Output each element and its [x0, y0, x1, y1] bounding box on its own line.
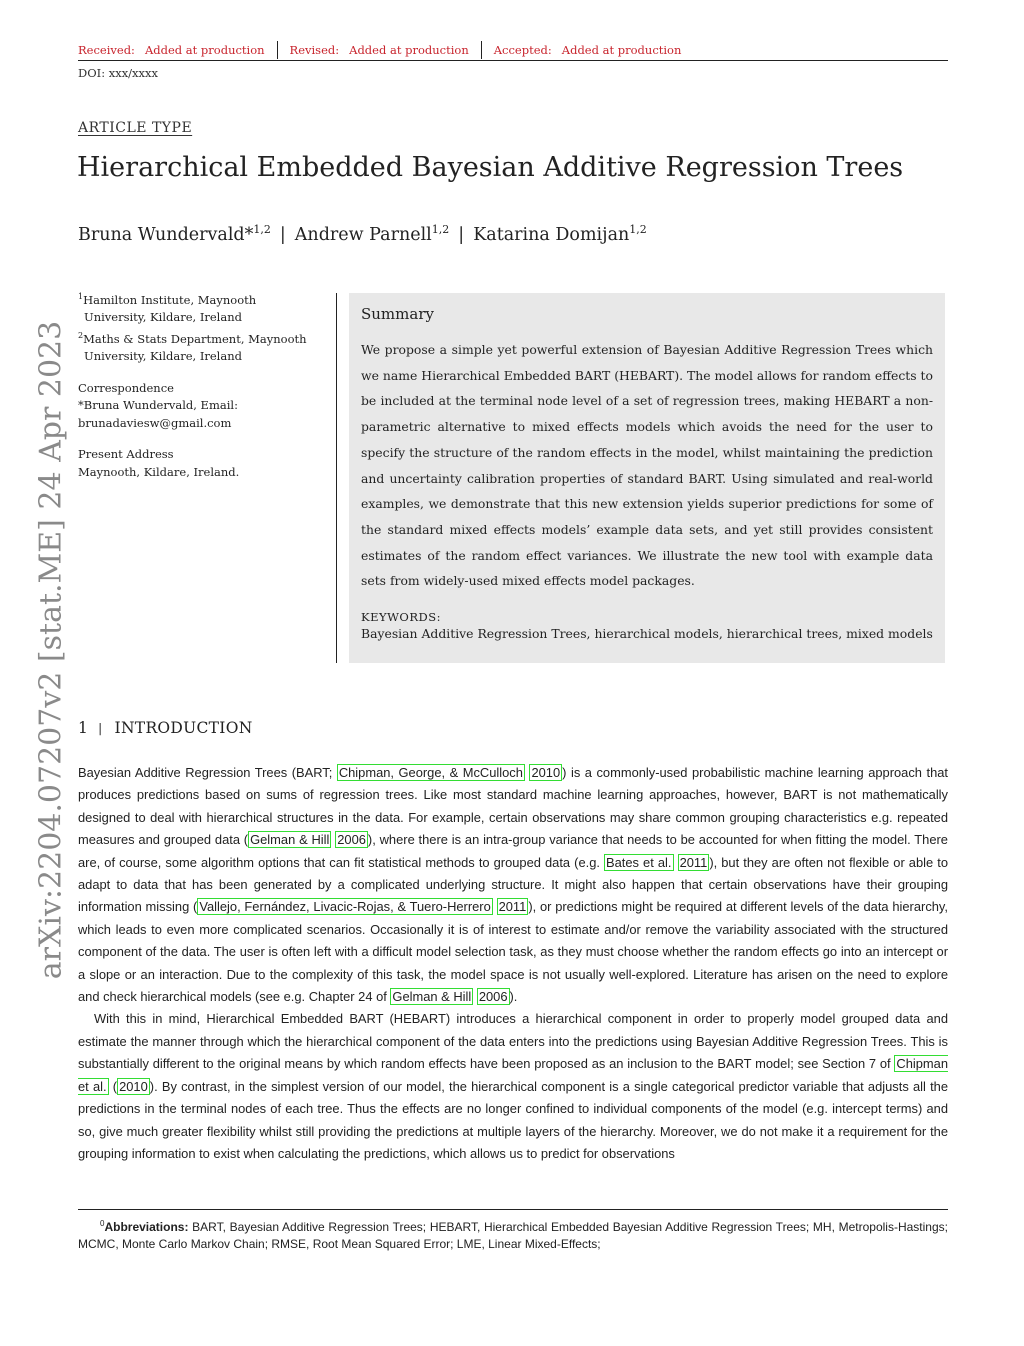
author: Bruna Wundervald*$^{1,2}$: [78, 223, 271, 245]
footnote-rule: [78, 1209, 948, 1210]
publication-history: [78, 41, 948, 59]
paper-title: Hierarchical Embedded Bayesian Additive Regression Trees: [77, 152, 904, 183]
citation-link[interactable]: 2006: [337, 832, 366, 848]
correspondence-email[interactable]: brunadaviesw@gmail.com: [78, 415, 232, 430]
citation-link[interactable]: 2010: [531, 765, 561, 780]
citation-link[interactable]: Gelman & Hill: [250, 832, 330, 848]
citation-link[interactable]: Vallejo, Fernández, Livacic-Rojas, & Tuero-Herrero: [199, 899, 491, 915]
paragraph: Bayesian Additive Regression Trees (BART; Chipman, George, & McCulloch 2010 ) is a commonly-used probabilistic machine learning approach that produces predictions based on sums of regression trees. Like most standard machine learning approaches, however, BART is not mathematically designed to deal with hierarchical structures in the data. For example, certain observations may share common grouping characteristics e.g. repeated measures and grouped data ( Gelman & Hill 2006 ), where there is an intra-group variance that needs to be accounted for when fitting the model. There are, of course, some algorithm options that can fit statistical methods to grouped data (e.g. Bates et al. 2011 ), but they are often not flexible or able to adapt to data that has been generated by a complicated underlying structure. It might also happen that certain observations have their grouping information missing ( Vallejo, Fernández, Livacic-Rojas, & Tuero-Herrero 2011 ), or predictions might be required at different levels of the data hierarchy, which leads to even more complicated scenarios. Occasionally it is of interest to estimate and/or remove the variability associated with the structured component of the data. The user is often left with a difficult model selection task, as they must choose whether the random effects go into an intercept or a slope or an interaction. Due to the complexity of this task, the model space is not usually well-explored. Literature has arisen on the need to explore and check hierarchical models (see e.g. Chapter 24 of Gelman & Hill 2006 ).: [78, 765, 948, 1005]
history-accepted: Accepted: Added at production: [493, 43, 682, 57]
citation-link[interactable]: Chipman, George, & McCulloch: [338, 765, 523, 780]
column-divider: [336, 293, 337, 663]
history-divider: [277, 41, 278, 59]
arxiv-stamp: arXiv:2204.07207v2 [stat.ME] 24 Apr 2023: [33, 320, 69, 980]
keywords: Bayesian Additive Regression Trees, hierarchical models, hierarchical trees, mixed models: [361, 626, 933, 642]
citation-link[interactable]: 2010: [119, 1078, 148, 1094]
citation-link[interactable]: 2011: [679, 854, 708, 870]
summary-box: [349, 293, 945, 663]
paragraph: With this in mind, Hierarchical Embedded BART (HEBART) introduces a hierarchical component in order to properly model grouped data and estimate the manner through which the hierarchical component of the data enters into the predictions using Bayesian Additive Regression Trees. This is substantially different to the original means by which random effects have been proposed as an inclusion to the BART model; see Section 7 of Chipman et al. ( 2010 ). By contrast, in the simplest version of our model, the hierarchical component is a single categorical predictor variable that adjusts all the predictions in the terminal nodes of each tree. Thus the effects are no longer confined to individual components of the model (e.g. intercept terms) and so, give much greater flexibility whilst still providing the predictions at multiple layers of the hierarchy. Moreover, we do not make it a requirement for the grouping information to exist when calculating the predictions, which allows us to predict for observations: [78, 1011, 949, 1161]
citation-link[interactable]: Chipman et al.: [78, 1056, 948, 1094]
citation-link[interactable]: 2011: [498, 899, 527, 915]
body-text: [78, 762, 948, 1165]
correspondence: Correspondence *Bruna Wundervald, Email: brunadaviesw@gmail.com: [78, 380, 333, 433]
abstract-text: We propose a simple yet powerful extension of Bayesian Additive Regression Trees which we name Hierarchical Embedded BART (HEBART). The model allows for random effects to be included at the terminal node level of a set of regression trees, making HEBART a non-parametric alternative to mixed effects models which avoids the need for the user to specify the structure of the random effects in the model, whilst maintaining the prediction and uncertainty calibration properties of standard BART. Using simulated and real-world examples, we demonstrate that this new extension yields superior predictions for some of the standard mixed effects models’ example data sets, and yet still provides consistent estimates of the random effect variances. We illustrate the new tool with example data sets from widely-used mixed effects model packages.: [361, 342, 933, 589]
keywords-label: KEYWORDS:: [361, 610, 441, 625]
header-rule: [78, 60, 948, 61]
history-revised: Revised: Added at production: [289, 43, 469, 57]
affiliation-list: $^1$Hamilton Institute, Maynooth University, Kildare, Ireland $^2$Maths & Stats Department, Maynooth University, Kildare, Ireland: [78, 292, 307, 364]
citation-link[interactable]: Bates et al.: [606, 854, 672, 870]
section-heading: 1 | INTRODUCTION: [78, 719, 253, 737]
present-address: Present Address Maynooth, Kildare, Ireland.: [78, 447, 240, 479]
author-list: Bruna Wundervald*$^{1,2}$ | Andrew Parnell$^{1,2}$ | Katarina Domijan$^{1,2}$: [78, 223, 647, 245]
article-type: ARTICLE TYPE: [78, 120, 193, 136]
citation-link[interactable]: Gelman & Hill: [392, 989, 472, 1005]
affiliations-column: [78, 288, 333, 495]
citation-link[interactable]: 2006: [478, 989, 508, 1005]
history-divider: [481, 41, 482, 59]
author: Katarina Domijan$^{1,2}$: [473, 223, 647, 245]
history-received: Received: Added at production: [78, 43, 265, 57]
summary-heading: Summary: [361, 305, 434, 323]
doi: DOI: xxx/xxxx: [78, 66, 158, 80]
footnote: $^0$Abbreviations: BART, Bayesian Additive Regression Trees; HEBART, Hierarchical Embedded Bayesian Additive Regression Trees; MH, Metropolis-Hastings; MCMC, Monte Carlo Markov Chain; RMSE, Root Mean Squared Error; LME, Linear Mixed-Effects;: [78, 1219, 948, 1251]
author: Andrew Parnell$^{1,2}$: [294, 223, 450, 245]
